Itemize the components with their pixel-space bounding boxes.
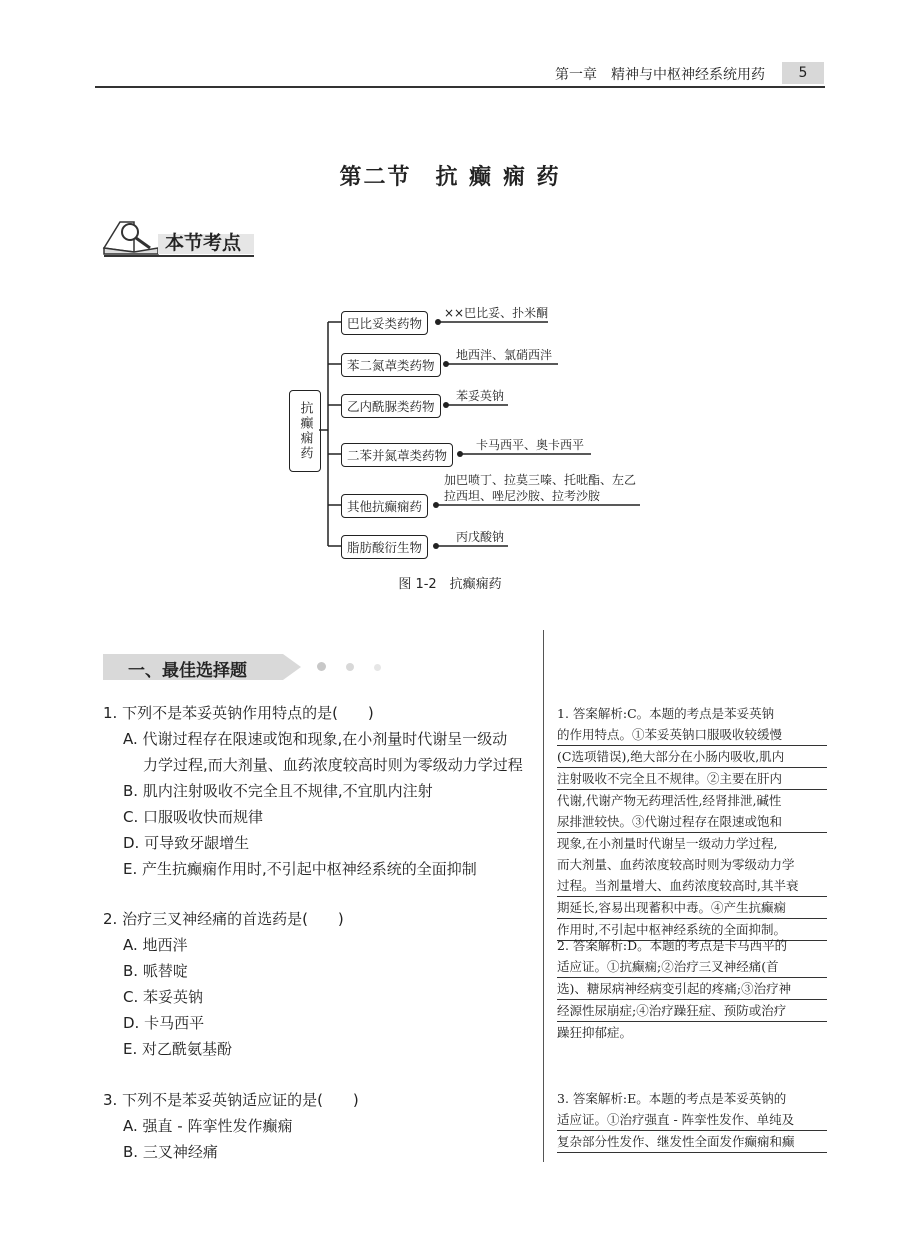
column-divider [543,630,544,1162]
question-1-option-e: E. 产生抗癫痫作用时,不引起中枢神经系统的全面抑制 [123,860,477,878]
question-3-option-b: B. 三叉神经痛 [123,1143,218,1161]
mindmap-detail-dibenzazepines: 卡马西平、奥卡西平 [476,438,585,452]
question-1-option-c: C. 口服吸收快而规律 [123,808,264,826]
running-header-chapter: 第一章 精神与中枢神经系统用药 [555,67,765,83]
mindmap-root: 抗癫痫药 [289,390,321,472]
answer-line: 的作用特点。①苯妥英钠口服吸收较缓慢 [557,724,827,746]
mindmap-detail-fatty-acids: 丙戊酸钠 [456,530,505,544]
figure-caption: 图 1-2 抗癫痫药 [398,577,502,592]
question-section-title: 一、最佳选择题 [128,661,247,681]
question-1-stem: 1. 下列不是苯妥英钠作用特点的是( ) [103,704,374,722]
question-3-option-a: A. 强直 - 阵挛性发作癫痫 [123,1117,293,1135]
answer-line: 注射吸收不完全且不规律。②主要在肝内 [557,768,827,790]
mindmap-branch-benzodiazepines: 苯二氮䓬类药物 [341,353,441,377]
answer-line: 复杂部分性发作、继发性全面发作癫痫和癫 [557,1131,827,1153]
mindmap-connectors [0,0,900,600]
answer-2 [557,935,827,1043]
answer-line: 期延长,容易出现蓄积中毒。④产生抗癫痫 [557,897,827,919]
answer-line: 适应证。①抗癫痫;②治疗三叉神经痛(首 [557,956,827,978]
answer-line: 尿排泄较快。③代谢过程存在限速或饱和 [557,811,827,833]
answer-1 [557,703,827,941]
answer-line: 而大剂量、血药浓度较高时则为零级动力学 [557,857,795,872]
answer-line: 选)、糖尿病神经病变引起的疼痛;③治疗神 [557,978,827,1000]
question-2-stem: 2. 治疗三叉神经痛的首选药是( ) [103,910,344,928]
question-2-option-d: D. 卡马西平 [123,1014,205,1032]
answer-line: 经源性尿崩症;④治疗躁狂症、预防或治疗 [557,1000,827,1022]
mindmap-branch-dibenzazepines: 二苯并氮䓬类药物 [341,443,453,467]
answer-line: 过程。当剂量增大、血药浓度较高时,其半衰 [557,875,827,897]
answer-line: 适应证。①治疗强直 - 阵挛性发作、单纯及 [557,1109,827,1131]
mindmap-branch-barbiturates: 巴比妥类药物 [341,311,428,335]
answer-line: 1. 答案解析:C。本题的考点是苯妥英钠 [557,706,775,721]
key-points-label: 本节考点 [165,232,242,254]
question-1-option-b: B. 肌内注射吸收不完全且不规律,不宜肌内注射 [123,782,433,800]
mindmap-detail-other-line2: 拉西坦、唑尼沙胺、拉考沙胺 [444,489,601,503]
answer-line: 躁狂抑郁症。 [557,1025,633,1040]
mindmap-branch-fatty-acids: 脂肪酸衍生物 [341,535,428,559]
question-2-option-e: E. 对乙酰氨基酚 [123,1040,233,1058]
question-2-option-b: B. 哌替啶 [123,962,188,980]
decorative-dot [374,664,381,671]
question-1-option-d: D. 可导致牙龈增生 [123,834,250,852]
decorative-dot [346,663,354,671]
mindmap-detail-hydantoins: 苯妥英钠 [456,389,505,403]
answer-line: 现象,在小剂量时代谢呈一级动力学过程, [557,836,778,851]
answer-3 [557,1088,827,1153]
mindmap-detail-other-line1: 加巴喷丁、拉莫三嗪、托吡酯、左乙 [444,473,637,487]
question-1-option-a: A. 代谢过程存在限速或饱和现象,在小剂量时代谢呈一级动 [123,730,508,748]
decorative-dot [317,662,326,671]
answer-line: 代谢,代谢产物无药理活性,经肾排泄,碱性 [557,793,782,808]
mindmap-branch-hydantoins: 乙内酰脲类药物 [341,394,441,418]
answer-line: (C选项错误),绝大部分在小肠内吸收,肌内 [557,746,827,768]
question-1-option-a-cont: 力学过程,而大剂量、血药浓度较高时则为零级动力学过程 [143,756,523,774]
question-3-stem: 3. 下列不是苯妥英钠适应证的是( ) [103,1091,359,1109]
mindmap-detail-barbiturates: ××巴比妥、扑米酮 [444,306,549,320]
question-2-option-a: A. 地西泮 [123,936,188,954]
mindmap-detail-benzodiazepines: 地西泮、氯硝西泮 [456,348,553,362]
page-number: 5 [782,62,824,84]
answer-line: 作用时,不引起中枢神经系统的全面抑制。 [557,919,827,941]
answer-line: 3. 答案解析:E。本题的考点是苯妥英钠的 [557,1091,787,1106]
answer-line: 2. 答案解析:D。本题的考点是卡马西平的 [557,938,788,953]
section-title: 第二节 抗 癫 痫 药 [339,165,561,190]
question-2-option-c: C. 苯妥英钠 [123,988,204,1006]
mindmap-branch-other: 其他抗癫痫药 [341,494,428,518]
